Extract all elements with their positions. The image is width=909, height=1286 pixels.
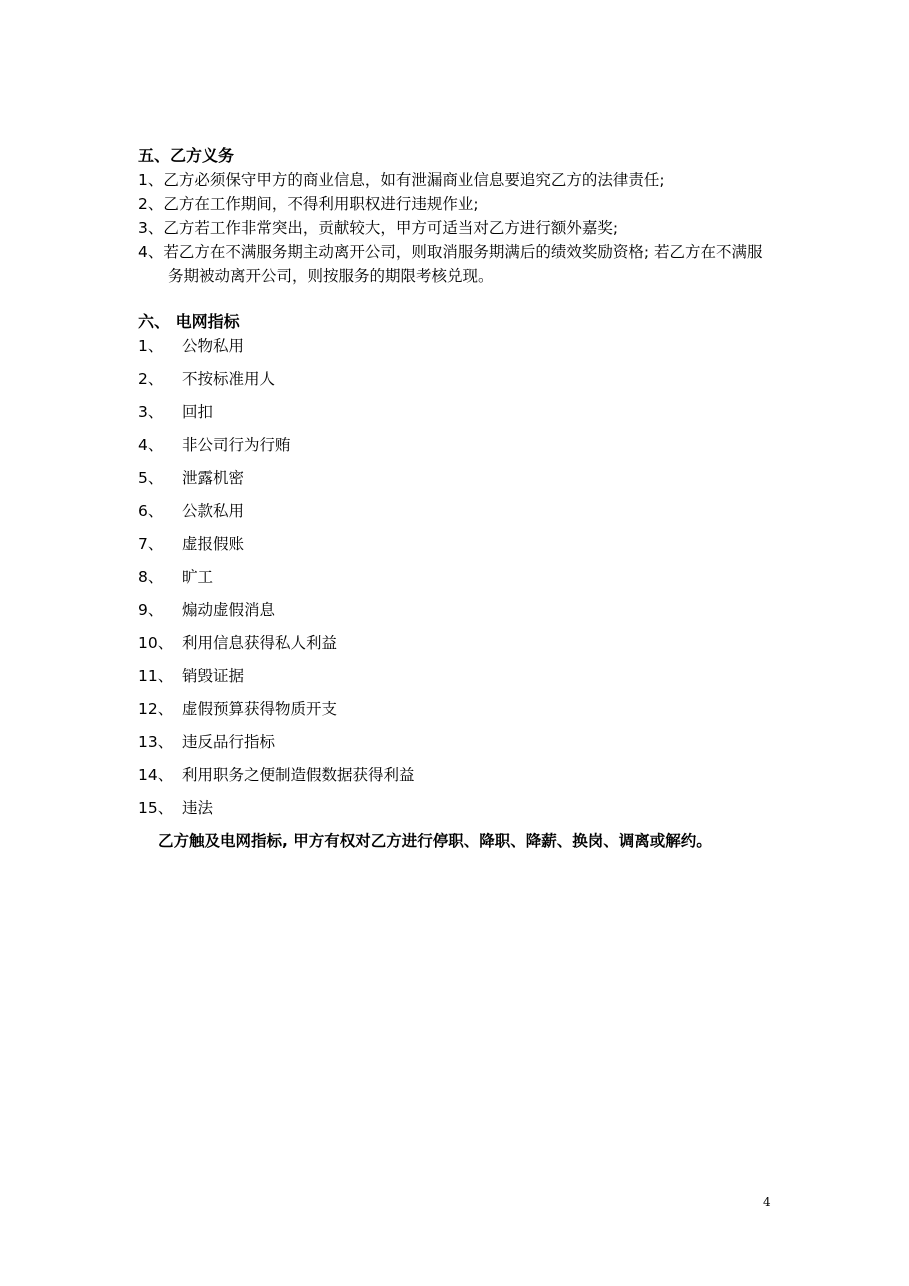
conclusion-paragraph: 乙方触及电网指标, 甲方有权对乙方进行停职、降职、降薪、换岗、调离或解约。 — [158, 832, 712, 850]
item-number: 2、 — [138, 370, 164, 388]
item-text: 公物私用 — [182, 337, 245, 355]
item-number: 14、 — [138, 766, 174, 784]
item-number: 15、 — [138, 799, 174, 817]
list-item — [138, 763, 778, 796]
obligations-list — [138, 168, 778, 288]
item-text: 销毁证据 — [182, 667, 245, 685]
list-item — [138, 400, 778, 433]
list-item — [138, 168, 778, 192]
list-item — [138, 730, 778, 763]
item-number: 13、 — [138, 733, 174, 751]
item-text: 违反品行指标 — [182, 733, 276, 751]
list-item — [138, 334, 778, 367]
item-number: 1、 — [138, 337, 164, 355]
item-text: 乙方在工作期间，不得利用职权进行违规作业; — [163, 195, 479, 213]
item-number: 1、 — [138, 171, 164, 189]
item-number: 11、 — [138, 667, 174, 685]
item-number: 3、 — [138, 403, 164, 421]
section-title-obligations: 五、乙方义务 — [138, 146, 235, 165]
list-item — [138, 697, 778, 730]
indicators-list — [138, 334, 778, 829]
item-text: 虚报假账 — [182, 535, 245, 553]
list-item — [138, 192, 778, 216]
item-number: 2、 — [138, 195, 164, 213]
item-number: 8、 — [138, 568, 164, 586]
list-item — [138, 565, 778, 598]
list-item — [138, 532, 778, 565]
page-number: 4 — [763, 1195, 771, 1209]
item-text: 泄露机密 — [182, 469, 245, 487]
list-item — [138, 433, 778, 466]
item-number: 12、 — [138, 700, 174, 718]
list-item — [138, 499, 778, 532]
item-text: 回扣 — [182, 403, 214, 421]
item-text: 虚假预算获得物质开支 — [182, 700, 338, 718]
item-number: 9、 — [138, 601, 164, 619]
item-number: 4、 — [138, 436, 164, 454]
item-text: 不按标准用人 — [182, 370, 276, 388]
item-text: 若乙方在不满服务期主动离开公司，则取消服务期满后的绩效奖励资格; 若乙方在不满服务期被动离开公司，则按服务的期限考核兑现。 — [163, 243, 763, 285]
item-text: 旷工 — [182, 568, 214, 586]
item-text: 公款私用 — [182, 502, 245, 520]
list-item — [138, 466, 778, 499]
item-number: 4、 — [138, 243, 164, 261]
list-item — [138, 240, 778, 288]
list-item — [138, 631, 778, 664]
item-number: 10、 — [138, 634, 174, 652]
section-title-indicators: 六、 电网指标 — [138, 312, 240, 331]
list-item — [138, 367, 778, 400]
list-item — [138, 598, 778, 631]
item-text: 乙方若工作非常突出，贡献较大，甲方可适当对乙方进行额外嘉奖; — [163, 219, 619, 237]
item-text: 利用职务之便制造假数据获得利益 — [182, 766, 415, 784]
list-item — [138, 796, 778, 829]
item-text: 乙方必须保守甲方的商业信息，如有泄漏商业信息要追究乙方的法律责任; — [163, 171, 665, 189]
item-text: 违法 — [182, 799, 214, 817]
item-number: 6、 — [138, 502, 164, 520]
item-number: 3、 — [138, 219, 164, 237]
item-text: 利用信息获得私人利益 — [182, 634, 338, 652]
list-item — [138, 664, 778, 697]
item-text: 煽动虚假消息 — [182, 601, 276, 619]
item-number: 7、 — [138, 535, 164, 553]
item-text: 非公司行为行贿 — [182, 436, 291, 454]
list-item — [138, 216, 778, 240]
item-number: 5、 — [138, 469, 164, 487]
